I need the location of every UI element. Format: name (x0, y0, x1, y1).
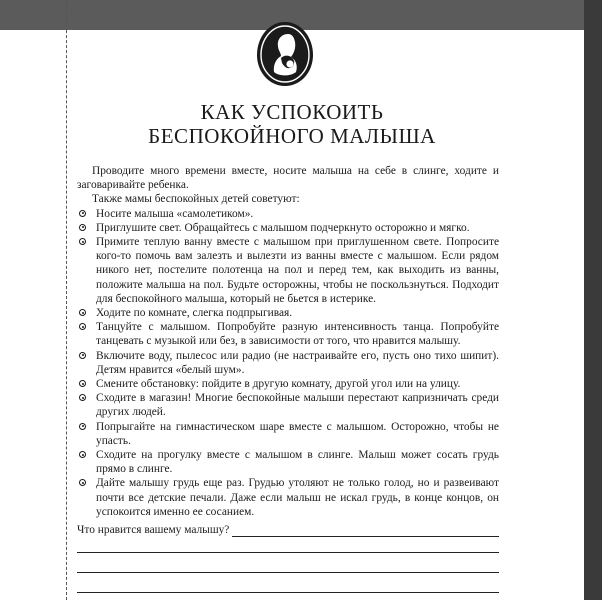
tip-text: Приглушите свет. Обращайтесь с малышом подчеркнуто осторожно и мягко. (96, 221, 470, 234)
tip-text: Включите воду, пылесос или радио (не настраивайте его, пусть оно тихо шипит). Детям нравится «белый шум». (96, 349, 499, 376)
tip-text: Смените обстановку: пойдите в другую комнату, другой угол или на улицу. (96, 378, 461, 391)
bullet-icon (79, 323, 86, 330)
tip-item (77, 377, 499, 391)
viewer-scrollbar[interactable] (584, 0, 602, 600)
tip-item (77, 391, 499, 419)
tips-list (77, 207, 499, 519)
tip-text: Примите теплую ванну вместе с малышом при приглушенном свете. Попросите кого-то помочь вам залезть и вылезти из ванны вместе с малышом. Если рядом никого нет, постелите полотенца на пол и перед тем, как выходить из ванны, положите малыша на пол. Будьте осторожны, чтобы не поскользнуться. Подходит для беспокойного малыша, который не бьется в истерике. (96, 236, 499, 305)
bullet-icon (79, 423, 86, 430)
tip-item (77, 349, 499, 377)
answer-line[interactable] (77, 592, 499, 593)
answer-line[interactable] (77, 552, 499, 553)
intro-paragraph: Проводите много времени вместе, носите малыша на себе в слинге, ходите и заговаривайте ребенка. (77, 165, 499, 192)
tip-item (77, 476, 499, 519)
bullet-icon (79, 224, 86, 231)
answer-line[interactable] (77, 572, 499, 573)
bullet-icon (79, 352, 86, 359)
bullet-icon (79, 238, 86, 245)
bullet-icon (79, 380, 86, 387)
question-row (77, 523, 499, 537)
tip-text: Ходите по комнате, слегка подпрыгивая. (96, 307, 293, 320)
tip-text: Танцуйте с малышом. Попробуйте разную интенсивность танца. Попробуйте танцевать с музыкой или без, в зависимости от того, что нравится малышу. (96, 321, 499, 348)
bullet-icon (79, 394, 86, 401)
page-cut-line (66, 0, 67, 600)
tip-item (77, 221, 499, 235)
tip-item (77, 420, 499, 448)
article-body (77, 164, 499, 519)
bullet-icon (79, 479, 86, 486)
tip-item (77, 320, 499, 348)
bullet-icon (79, 210, 86, 217)
tip-text: Сходите на прогулку вместе с малышом в слинге. Малыш может сосать грудь прямо в слинге. (96, 449, 499, 476)
advice-intro: Также мамы беспокойных детей советуют: (92, 193, 300, 206)
tip-text: Дайте малышу грудь еще раз. Грудью утоляют не только голод, но и развеивают почти все детские печали. Даже если малыш не искал грудь, в конце концов, он успокоится именно ее сосанием. (96, 477, 499, 518)
bullet-icon (79, 309, 86, 316)
mother-and-baby-logo-icon (254, 20, 316, 88)
tip-item (77, 448, 499, 476)
tip-item (77, 235, 499, 306)
tip-text: Попрыгайте на гимнастическом шаре вместе с малышом. Осторожно, чтобы не упасть. (96, 420, 499, 447)
answer-line[interactable] (232, 525, 499, 537)
tip-text: Сходите в магазин! Многие беспокойные малыши перестают капризничать среди других людей. (96, 392, 499, 419)
page-title-line-1: КАК УСПОКОИТЬ (200, 100, 384, 124)
tip-item (77, 306, 499, 320)
bullet-icon (79, 451, 86, 458)
question-label: Что нравится вашему малышу? (77, 524, 230, 536)
tip-item (77, 207, 499, 221)
tip-text: Носите малыша «самолетиком». (96, 207, 254, 220)
page-title-line-2: БЕСПОКОЙНОГО МАЛЫША (148, 124, 436, 148)
